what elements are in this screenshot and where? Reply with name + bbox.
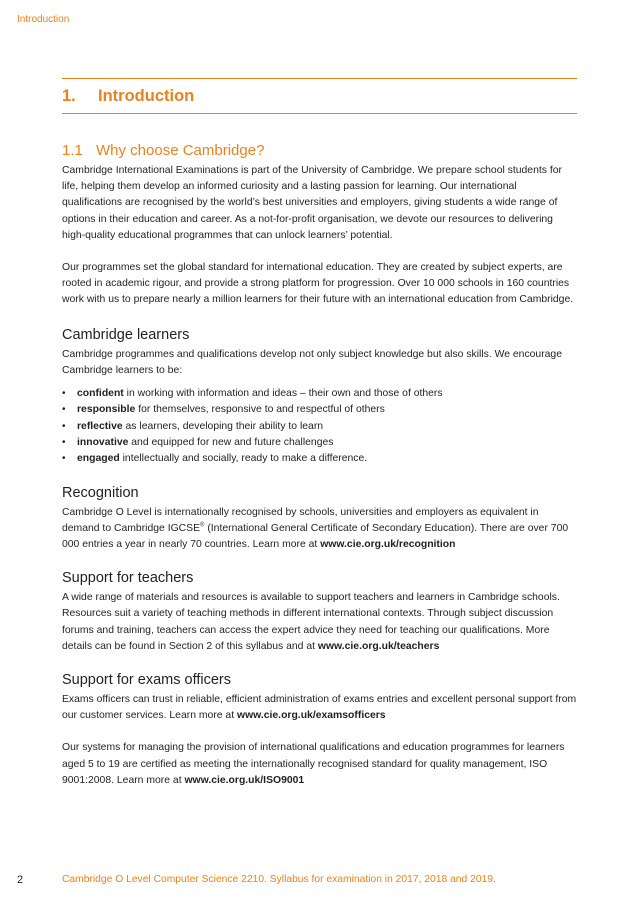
recognition-paragraph [62, 505, 577, 554]
exams-text: Exams officers can trust in reliable, efficient administration of exams entries and excellent personal support from our customer services. Learn more at [62, 693, 577, 722]
running-head: Introduction [17, 14, 70, 25]
list-item [62, 451, 577, 467]
iso-text: Our systems for managing the provision of international qualifications and education programmes for learners aged 5 to 19 are certified as meeting the internationally recognised standard for quality management, ISO 9001:2008. Learn more at [62, 742, 565, 786]
attribute-term: reflective [77, 420, 123, 432]
footer-title: Cambridge O Level Computer Science 2210. Syllabus for examination in 2017, 2018 and 2019. [62, 874, 496, 885]
exams-paragraph-2 [62, 740, 577, 789]
bullet-icon: • [62, 453, 66, 465]
attribute-text: for themselves, responsive to and respectful of others [135, 404, 385, 416]
section-heading [62, 142, 577, 159]
learner-attributes-list [62, 386, 577, 467]
teachers-paragraph [62, 590, 577, 655]
bullet-icon: • [62, 420, 66, 432]
attribute-term: confident [77, 388, 124, 400]
attribute-term: innovative [77, 436, 129, 448]
recognition-text: Cambridge O Level is internationally recognised by schools, universities and employers as equivalent in demand to Cambridge IGCSE [62, 506, 539, 534]
exams-heading: Support for exams officers [62, 671, 231, 688]
page-number: 2 [17, 874, 24, 886]
recognition-text-cont: (International General Certificate of Secondary Education). There are over 700 000 entries a year in nearly 70 countries. Learn more at [62, 522, 569, 550]
recognition-link[interactable]: www.cie.org.uk/recognition [320, 538, 456, 550]
attribute-text: and equipped for new and future challenges [128, 436, 334, 448]
registered-mark: ® [200, 522, 205, 529]
recognition-heading: Recognition [62, 484, 139, 501]
list-item [62, 419, 577, 435]
teachers-link[interactable]: www.cie.org.uk/teachers [317, 640, 440, 652]
chapter-number: 1. [62, 86, 76, 105]
iso9001-link[interactable]: www.cie.org.uk/ISO9001 [184, 774, 305, 786]
list-item [62, 386, 577, 402]
chapter-bottom-rule [62, 113, 577, 114]
section-title: Why choose Cambridge? [96, 142, 265, 159]
teachers-heading: Support for teachers [62, 570, 194, 587]
teachers-text: A wide range of materials and resources is available to support teachers and learners in Cambridge schools. Resources suit a variety of teaching methods in different international contexts. Through subject discussion forums and training, teachers can access the expert advice they need for teaching our qualifications. More details can be found in Section 2 of this syllabus and at [62, 592, 560, 652]
attribute-term: responsible [77, 404, 136, 416]
section-number: 1.1 [62, 142, 83, 159]
exams-paragraph-1 [62, 692, 577, 724]
page-content [62, 78, 577, 789]
attribute-term: engaged [77, 453, 120, 465]
learners-heading: Cambridge learners [62, 326, 190, 343]
learners-intro: Cambridge programmes and qualifications develop not only subject knowledge but also skills. We encourage Cambridge learners to be: [62, 348, 562, 376]
bullet-icon: • [62, 436, 66, 448]
examsofficers-link[interactable]: www.cie.org.uk/examsofficers [236, 710, 386, 722]
chapter-heading [62, 79, 577, 113]
list-item [62, 435, 577, 451]
attribute-text: intellectually and socially, ready to make a difference. [119, 453, 368, 465]
list-item [62, 402, 577, 418]
chapter-title: Introduction [98, 86, 195, 105]
bullet-icon: • [62, 404, 66, 416]
bullet-icon: • [62, 388, 66, 400]
why-paragraph-1: Cambridge International Examinations is part of the University of Cambridge. We prepare school students for life, helping them develop an informed curiosity and a lasting passion for learning. Our international qualifications are recognised by the world’s best universities and employers, giving students a wide range of options in their education and career. As a not-for-profit organisation, we devote our resources to delivering high-quality educational programmes that can unlock learners’ potential. [62, 165, 562, 241]
attribute-text: in working with information and ideas – their own and those of others [123, 388, 443, 400]
why-paragraph-2: Our programmes set the global standard for international education. They are created by subject experts, are rooted in academic rigour, and provide a strong platform for progression. Over 10 000 schools in 160 countries work with us to prepare nearly a million learners for their future with an international education from Cambridge. [62, 262, 574, 306]
attribute-text: as learners, developing their ability to learn [122, 420, 324, 432]
